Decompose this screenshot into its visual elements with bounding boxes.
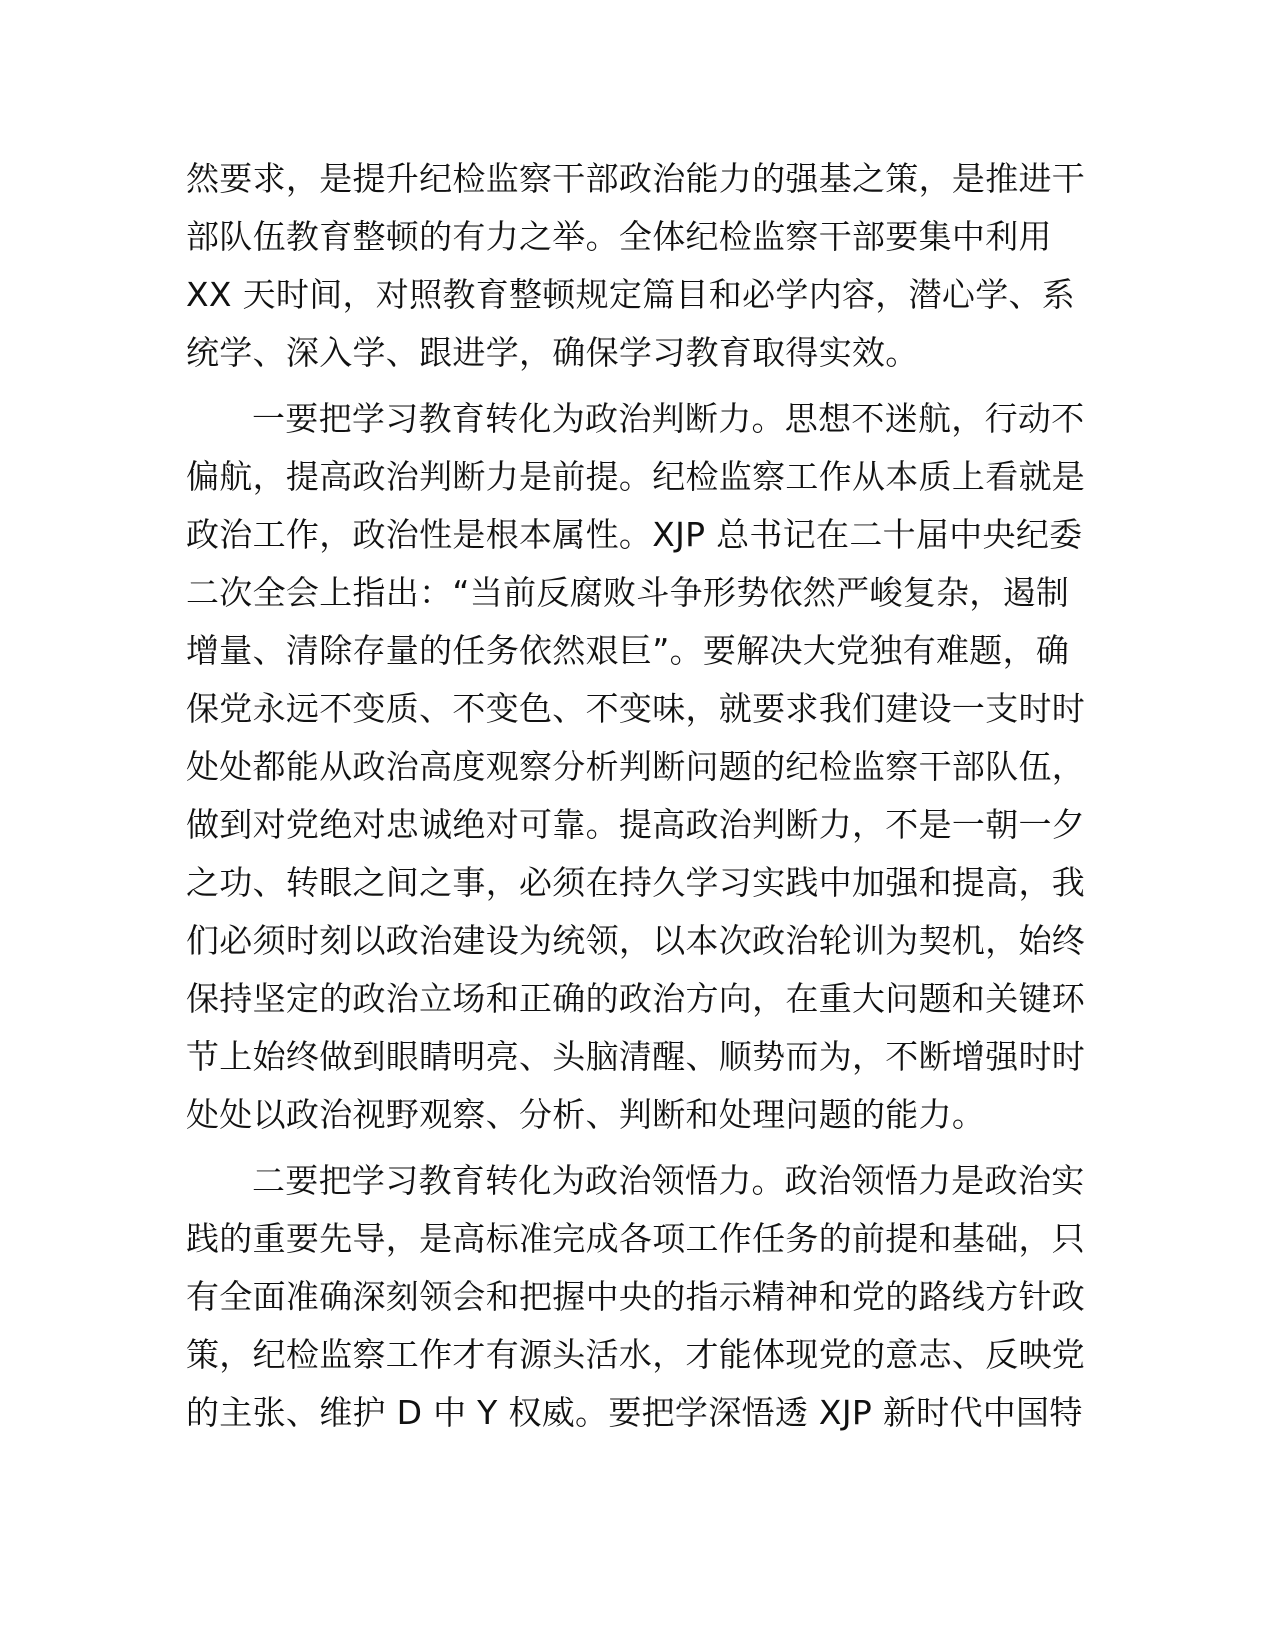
text-line: 处处以政治视野观察、分析、判断和处理问题的能力。 [186,1095,986,1134]
text-line: 做到对党绝对忠诚绝对可靠。提高政治判断力，不是一朝一夕 [186,805,1086,844]
text-line: 二要把学习教育转化为政治领悟力。政治领悟力是政治实 [252,1161,1085,1200]
text-line: 统学、深入学、跟进学，确保学习教育取得实效。 [186,333,919,372]
text-line: 们必须时刻以政治建设为统领，以本次政治轮训为契机，始终 [186,921,1086,960]
text-line: 一要把学习教育转化为政治判断力。思想不迷航，行动不 [252,399,1085,438]
paragraph-3 [186,1152,1092,1442]
text-line: 二次全会上指出：“当前反腐败斗争形势依然严峻复杂，遏制 [186,573,1070,612]
paragraph-1 [186,150,1092,382]
document-body [186,150,1092,1450]
text-line: 增量、清除存量的任务依然艰巨”。要解决大党独有难题，确 [186,631,1070,670]
text-line: 保持坚定的政治立场和正确的政治方向，在重大问题和关键环 [186,979,1086,1018]
text-line: 部队伍教育整顿的有力之举。全体纪检监察干部要集中利用 [186,217,1052,256]
text-line: 政治工作，政治性是根本属性。XJP 总书记在二十届中央纪委 [186,515,1083,554]
text-line: 践的重要先导，是高标准完成各项工作任务的前提和基础，只 [186,1219,1086,1258]
text-line: 有全面准确深刻领会和把握中央的指示精神和党的路线方针政 [186,1277,1086,1316]
text-line: XX 天时间，对照教育整顿规定篇目和必学内容，潜心学、系 [186,275,1076,314]
text-line: 偏航，提高政治判断力是前提。纪检监察工作从本质上看就是 [186,457,1086,496]
text-line: 策，纪检监察工作才有源头活水，才能体现党的意志、反映党 [186,1335,1086,1374]
text-line: 的主张、维护 D 中 Y 权威。要把学深悟透 XJP 新时代中国特 [186,1393,1083,1432]
text-line: 然要求，是提升纪检监察干部政治能力的强基之策，是推进干 [186,159,1086,198]
text-line: 保党永远不变质、不变色、不变味，就要求我们建设一支时时 [186,689,1086,728]
paragraph-2 [186,390,1092,1144]
text-line: 节上始终做到眼睛明亮、头脑清醒、顺势而为，不断增强时时 [186,1037,1086,1076]
text-line: 处处都能从政治高度观察分析判断问题的纪检监察干部队伍， [186,747,1086,786]
text-line: 之功、转眼之间之事，必须在持久学习实践中加强和提高，我 [186,863,1086,902]
